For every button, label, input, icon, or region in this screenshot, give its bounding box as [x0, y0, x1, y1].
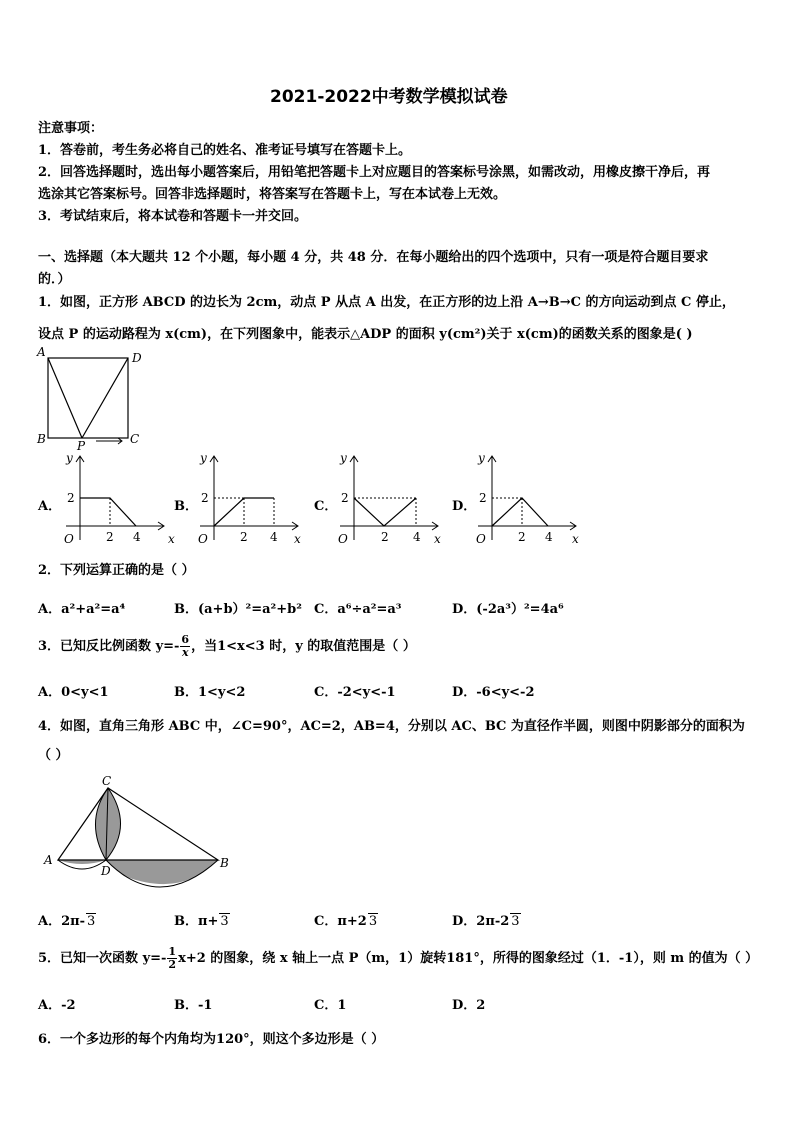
- q5-option-d: D．2: [452, 998, 486, 1013]
- q1d-xlabel: x: [572, 532, 579, 546]
- q1-label-a: A: [37, 345, 46, 359]
- q1d-ylabel: y: [478, 451, 485, 465]
- notice-heading: 注意事项：: [38, 121, 104, 136]
- q1c-tick-x4: 4: [413, 530, 421, 544]
- q1-label-d: D: [132, 351, 142, 365]
- q5-stem-post: x+2 的图象，绕 x 轴上一点 P（m，1）旋转181°，所得的图象经过（1．-1），则 m 的值为（ ）: [178, 951, 759, 966]
- q4-option-d-sqrt: 3: [511, 914, 520, 929]
- q1d-tick-x2: 2: [518, 530, 526, 544]
- notice-item-3: 3．考试结束后，将本试卷和答题卡一并交回。: [38, 209, 308, 224]
- q1-option-d-label: D．: [452, 499, 477, 514]
- q1-option-a-label: A．: [38, 499, 62, 514]
- q5-option-a: A．-2: [38, 998, 76, 1013]
- q3-option-b: B．1<y<2: [174, 685, 246, 700]
- q4-label-d: D: [101, 864, 111, 878]
- q1-option-c-label: C．: [314, 499, 338, 514]
- q5-stem-pre: 5．已知一次函数 y=-: [38, 951, 167, 966]
- q2-option-d: D．(-2a³）²=4a⁶: [452, 602, 564, 617]
- q3-fraction-num: 6: [181, 633, 190, 646]
- q1a-tick-x4: 4: [133, 530, 141, 544]
- q4-option-b: [174, 910, 230, 929]
- q1-graph-a: [56, 450, 176, 548]
- q1-label-p: P: [77, 439, 86, 452]
- q1-graph-c: [330, 450, 450, 548]
- notice-item-2: 2．回答选择题时，选出每小题答案后，用铅笔把答题卡上对应题目的答案标号涂黑，如需改动，用橡皮擦干净后，再: [38, 165, 711, 180]
- q2-option-c: C．a⁶÷a²=a³: [314, 602, 402, 617]
- q1-stem-cont: 设点 P 的运动路程为 x(cm)，在下列图象中，能表示△ADP 的面积 y(cm²)关于 x(cm)的函数关系的图象是( ): [38, 327, 693, 342]
- q5-stem: [38, 944, 758, 974]
- q4-option-b-text: B．π+: [174, 914, 219, 929]
- q1-label-b: B: [37, 432, 46, 446]
- q3-option-a: A．0<y<1: [38, 685, 109, 700]
- q1b-origin: O: [198, 532, 208, 546]
- q4-option-d-text: D．2π-2: [452, 914, 510, 929]
- q1a-tick-y2: 2: [67, 491, 75, 505]
- q1b-tick-x2: 2: [240, 530, 248, 544]
- q1c-ylabel: y: [340, 451, 347, 465]
- q1a-tick-x2: 2: [106, 530, 114, 544]
- q3-stem-post: ，当1<x<3 时，y 的取值范围是（ ）: [191, 639, 416, 654]
- q4-stem-cont: （ ）: [38, 748, 69, 763]
- q1-square-figure: [34, 344, 146, 452]
- q4-label-b: B: [220, 856, 229, 870]
- q1-option-b-label: B．: [174, 499, 198, 514]
- q1-stem: 1．如图，正方形 ABCD 的边长为 2cm，动点 P 从点 A 出发，在正方形的边上沿 A→B→C 的方向运动到点 C 停止，: [38, 295, 735, 310]
- q4-option-a-sqrt: 3: [87, 914, 96, 929]
- q4-option-c-sqrt: 3: [368, 914, 378, 929]
- q2-option-a: A．a²+a²=a⁴: [38, 602, 126, 617]
- q1c-xlabel: x: [434, 532, 441, 546]
- q3-option-c: C．-2<y<-1: [314, 685, 396, 700]
- q1b-tick-x4: 4: [270, 530, 278, 544]
- q1a-ylabel: y: [66, 451, 73, 465]
- q4-triangle-figure: [38, 772, 238, 890]
- notice-item-2-cont: 选涂其它答案标号。回答非选择题时，将答案写在答题卡上，写在本试卷上无效。: [38, 187, 507, 202]
- q4-option-d: [452, 910, 521, 929]
- q1-label-c: C: [130, 432, 140, 446]
- q5-fraction-den: 2: [168, 958, 177, 971]
- q1b-ylabel: y: [200, 451, 207, 465]
- q1b-xlabel: x: [294, 532, 301, 546]
- q1c-origin: O: [338, 532, 348, 546]
- q3-fraction-den: x: [181, 646, 189, 659]
- q4-option-a-text: A．2π-: [38, 914, 86, 929]
- q4-label-a: A: [44, 853, 53, 867]
- q2-option-b: B．(a+b）²=a²+b²: [174, 602, 302, 617]
- q5-fraction-num: 1: [168, 945, 177, 958]
- q1a-xlabel: x: [168, 532, 175, 546]
- section-heading-cont: 的．）: [38, 272, 71, 287]
- q5-option-c: C．1: [314, 998, 347, 1013]
- q1d-origin: O: [476, 532, 486, 546]
- notice-item-1: 1．答卷前，考生务必将自己的姓名、准考证号填写在答题卡上。: [38, 143, 412, 158]
- q1b-tick-y2: 2: [201, 491, 209, 505]
- q6-stem: 6．一个多边形的每个内角均为120°，则这个多边形是（ ）: [38, 1032, 385, 1047]
- q1a-origin: O: [64, 532, 74, 546]
- q1c-tick-x2: 2: [381, 530, 389, 544]
- section-heading: 一、选择题（本大题共 12 个小题，每小题 4 分，共 48 分．在每小题给出的四个选项中，只有一项是符合题目要求: [38, 250, 709, 265]
- q3-stem: [38, 632, 416, 662]
- q1c-tick-y2: 2: [341, 491, 349, 505]
- q1d-tick-y2: 2: [479, 491, 487, 505]
- q4-stem: 4．如图，直角三角形 ABC 中，∠C=90°，AC=2，AB=4，分别以 AC、BC 为直径作半圆，则图中阴影部分的面积为: [38, 719, 745, 734]
- q1d-tick-x4: 4: [545, 530, 553, 544]
- q3-option-d: D．-6<y<-2: [452, 685, 535, 700]
- q4-label-c: C: [102, 774, 112, 788]
- q4-option-a: [38, 910, 96, 929]
- q3-stem-pre: 3．已知反比例函数 y=-: [38, 639, 180, 654]
- q5-fraction: [167, 946, 177, 971]
- q4-option-c: [314, 910, 378, 929]
- page-title: 2021-2022中考数学模拟试卷: [270, 87, 508, 107]
- q4-option-c-text: C．π+2: [314, 914, 367, 929]
- q1-graph-d: [468, 450, 588, 548]
- q4-option-b-sqrt: 3: [220, 914, 229, 929]
- q5-option-b: B．-1: [174, 998, 213, 1013]
- q1-graph-b: [190, 450, 310, 548]
- q3-fraction: [180, 634, 190, 659]
- q2-stem: 2．下列运算正确的是（ ）: [38, 563, 195, 578]
